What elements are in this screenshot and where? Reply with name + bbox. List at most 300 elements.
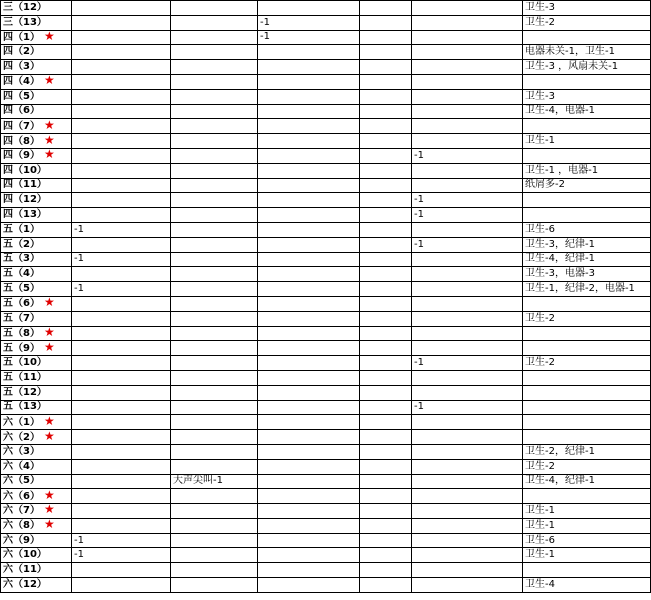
table-row — [1, 341, 651, 356]
deduction-cell-5 — [412, 178, 523, 193]
class-cell — [1, 370, 72, 385]
deduction-cell-1 — [72, 459, 171, 474]
class-label: 五（6） — [3, 298, 40, 310]
remark-cell: 卫生-1 — [523, 548, 651, 563]
deduction-cell-3 — [258, 89, 360, 104]
deduction-cell-5 — [412, 89, 523, 104]
star-icon: ★ — [43, 339, 55, 354]
table-row — [1, 489, 651, 504]
deduction-cell-5: -1 — [412, 356, 523, 371]
deduction-cell-4 — [360, 474, 412, 489]
deduction-cell-2 — [171, 518, 258, 533]
class-label: 六（1） — [3, 416, 40, 428]
deduction-cell-5: -1 — [412, 237, 523, 252]
deduction-cell-3 — [258, 74, 360, 89]
table-row — [1, 163, 651, 178]
class-cell — [1, 504, 72, 519]
deduction-cell-3 — [258, 326, 360, 341]
deduction-cell-2 — [171, 296, 258, 311]
star-icon: ★ — [43, 428, 55, 443]
class-cell — [1, 282, 72, 297]
class-cell — [1, 356, 72, 371]
class-cell — [1, 208, 72, 223]
remark-cell — [523, 208, 651, 223]
table-row — [1, 385, 651, 400]
class-cell — [1, 341, 72, 356]
deduction-cell-5 — [412, 548, 523, 563]
deduction-cell-5: -1 — [412, 208, 523, 223]
remark-cell — [523, 400, 651, 415]
deduction-cell-1 — [72, 444, 171, 459]
deduction-cell-1: -1 — [72, 533, 171, 548]
deduction-cell-2 — [171, 104, 258, 119]
class-label: 四（7） — [3, 120, 40, 132]
deduction-cell-4 — [360, 533, 412, 548]
deduction-cell-4 — [360, 341, 412, 356]
deduction-cell-5 — [412, 563, 523, 578]
deduction-cell-5 — [412, 134, 523, 149]
deduction-cell-2 — [171, 326, 258, 341]
star-icon: ★ — [43, 324, 55, 339]
remark-cell: 卫生-4，纪律-1 — [523, 474, 651, 489]
deduction-cell-4 — [360, 563, 412, 578]
deduction-cell-2 — [171, 311, 258, 326]
class-label: 三（12） — [3, 1, 47, 13]
deduction-cell-3 — [258, 444, 360, 459]
deduction-cell-5 — [412, 119, 523, 134]
class-cell — [1, 430, 72, 445]
deduction-cell-5 — [412, 74, 523, 89]
deduction-cell-1 — [72, 267, 171, 282]
deduction-cell-5 — [412, 370, 523, 385]
deduction-cell-1: -1 — [72, 222, 171, 237]
deduction-cell-2 — [171, 282, 258, 297]
deduction-cell-3 — [258, 518, 360, 533]
table-row — [1, 237, 651, 252]
class-label: 四（6） — [3, 105, 40, 117]
deduction-cell-4 — [360, 45, 412, 60]
deduction-cell-4 — [360, 267, 412, 282]
deduction-cell-2 — [171, 134, 258, 149]
remark-cell: 纸屑多-2 — [523, 178, 651, 193]
deduction-cell-4 — [360, 134, 412, 149]
deduction-cell-1 — [72, 148, 171, 163]
deduction-cell-2 — [171, 459, 258, 474]
deduction-cell-3 — [258, 119, 360, 134]
class-cell — [1, 74, 72, 89]
remark-cell: 卫生-2 — [523, 459, 651, 474]
remark-cell: 卫生-3 — [523, 1, 651, 16]
deduction-cell-2 — [171, 444, 258, 459]
class-cell — [1, 178, 72, 193]
deduction-cell-3 — [258, 45, 360, 60]
deduction-cell-2 — [171, 563, 258, 578]
deduction-cell-2 — [171, 148, 258, 163]
deduction-cell-1 — [72, 1, 171, 16]
class-label: 四（13） — [3, 209, 47, 221]
star-icon: ★ — [43, 295, 55, 310]
table-row — [1, 296, 651, 311]
class-label: 四（3） — [3, 61, 40, 73]
deduction-cell-2 — [171, 74, 258, 89]
table-row — [1, 430, 651, 445]
deduction-cell-3 — [258, 578, 360, 593]
remark-cell: 卫生-4，电器-1 — [523, 104, 651, 119]
table-row — [1, 134, 651, 149]
class-cell — [1, 578, 72, 593]
deduction-cell-5 — [412, 252, 523, 267]
deduction-cell-3 — [258, 489, 360, 504]
class-cell — [1, 60, 72, 75]
deduction-cell-5: -1 — [412, 148, 523, 163]
class-cell — [1, 104, 72, 119]
deduction-cell-2 — [171, 178, 258, 193]
table-row — [1, 311, 651, 326]
table-row — [1, 370, 651, 385]
deduction-cell-4 — [360, 163, 412, 178]
table-row — [1, 563, 651, 578]
class-cell — [1, 193, 72, 208]
deduction-cell-4 — [360, 489, 412, 504]
remark-cell: 卫生-1 ，电器-1 — [523, 163, 651, 178]
deduction-cell-2 — [171, 578, 258, 593]
remark-cell — [523, 385, 651, 400]
class-label: 五（3） — [3, 253, 40, 265]
remark-cell: 卫生-1 — [523, 504, 651, 519]
table-row — [1, 252, 651, 267]
star-icon: ★ — [43, 517, 55, 532]
remark-cell: 卫生-3，电器-3 — [523, 267, 651, 282]
deduction-cell-4 — [360, 504, 412, 519]
deduction-cell-1 — [72, 356, 171, 371]
class-cell — [1, 296, 72, 311]
deduction-cell-2 — [171, 222, 258, 237]
star-icon: ★ — [43, 147, 55, 162]
deduction-cell-1 — [72, 341, 171, 356]
deduction-cell-5 — [412, 30, 523, 45]
deduction-cell-4 — [360, 89, 412, 104]
deduction-cell-4 — [360, 282, 412, 297]
class-cell — [1, 30, 72, 45]
class-label: 六（9） — [3, 534, 40, 546]
deduction-cell-1 — [72, 60, 171, 75]
deduction-cell-3 — [258, 415, 360, 430]
table-row — [1, 148, 651, 163]
class-cell — [1, 518, 72, 533]
remark-cell: 卫生-1 — [523, 134, 651, 149]
deduction-cell-5 — [412, 489, 523, 504]
table-row — [1, 193, 651, 208]
deduction-cell-3 — [258, 356, 360, 371]
deduction-cell-5 — [412, 385, 523, 400]
class-label: 四（8） — [3, 135, 40, 147]
table-row — [1, 267, 651, 282]
deduction-cell-4 — [360, 208, 412, 223]
deduction-cell-3 — [258, 459, 360, 474]
deduction-cell-4 — [360, 385, 412, 400]
deduction-cell-4 — [360, 548, 412, 563]
table-row — [1, 415, 651, 430]
deduction-cell-3 — [258, 563, 360, 578]
class-cell — [1, 1, 72, 16]
deduction-cell-1 — [72, 104, 171, 119]
remark-cell — [523, 341, 651, 356]
deduction-cell-2 — [171, 504, 258, 519]
remark-cell — [523, 119, 651, 134]
class-cell — [1, 134, 72, 149]
deduction-cell-5 — [412, 311, 523, 326]
deduction-cell-1 — [72, 15, 171, 30]
table-row — [1, 178, 651, 193]
deduction-cell-3 — [258, 474, 360, 489]
table-row — [1, 533, 651, 548]
class-label: 五（8） — [3, 327, 40, 339]
deduction-cell-4 — [360, 400, 412, 415]
remark-cell: 卫生-2 — [523, 311, 651, 326]
class-label: 四（4） — [3, 76, 40, 88]
deduction-cell-4 — [360, 518, 412, 533]
class-cell — [1, 563, 72, 578]
deduction-cell-4 — [360, 296, 412, 311]
deduction-cell-4 — [360, 252, 412, 267]
deduction-cell-1 — [72, 430, 171, 445]
deduction-cell-3 — [258, 533, 360, 548]
table-row — [1, 326, 651, 341]
deduction-cell-2 — [171, 489, 258, 504]
deduction-cell-3 — [258, 104, 360, 119]
class-cell — [1, 45, 72, 60]
deduction-cell-5 — [412, 533, 523, 548]
class-label: 四（12） — [3, 194, 47, 206]
deduction-cell-3 — [258, 60, 360, 75]
remark-cell — [523, 30, 651, 45]
class-cell — [1, 119, 72, 134]
deduction-cell-1 — [72, 326, 171, 341]
table-row — [1, 578, 651, 593]
deduction-cell-3 — [258, 370, 360, 385]
deduction-cell-5 — [412, 222, 523, 237]
class-label: 六（11） — [3, 564, 47, 576]
deduction-cell-5 — [412, 45, 523, 60]
class-cell — [1, 444, 72, 459]
deduction-cell-2 — [171, 15, 258, 30]
deduction-cell-4 — [360, 178, 412, 193]
remark-cell: 卫生-4，纪律-1 — [523, 252, 651, 267]
remark-cell: 卫生-2 — [523, 15, 651, 30]
class-label: 四（2） — [3, 46, 40, 58]
remark-cell — [523, 148, 651, 163]
class-label: 六（10） — [3, 549, 47, 561]
deduction-cell-2 — [171, 119, 258, 134]
deduction-cell-5 — [412, 104, 523, 119]
deduction-cell-2 — [171, 237, 258, 252]
deduction-cell-2 — [171, 356, 258, 371]
class-label: 四（11） — [3, 179, 47, 191]
deduction-cell-1 — [72, 30, 171, 45]
class-cell — [1, 474, 72, 489]
deduction-cell-4 — [360, 370, 412, 385]
class-cell — [1, 311, 72, 326]
deduction-cell-3 — [258, 296, 360, 311]
deduction-cell-4 — [360, 148, 412, 163]
deduction-cell-5 — [412, 430, 523, 445]
deduction-cell-1 — [72, 504, 171, 519]
deduction-cell-1 — [72, 474, 171, 489]
deduction-cell-5 — [412, 415, 523, 430]
class-label: 六（5） — [3, 475, 40, 487]
class-cell — [1, 267, 72, 282]
table-row — [1, 30, 651, 45]
deduction-cell-4 — [360, 193, 412, 208]
table-row — [1, 474, 651, 489]
deduction-cell-2: 大声尖叫-1 — [171, 474, 258, 489]
deduction-cell-4 — [360, 60, 412, 75]
deduction-cell-3 — [258, 178, 360, 193]
deduction-cell-2 — [171, 89, 258, 104]
table-row — [1, 60, 651, 75]
deduction-cell-1 — [72, 415, 171, 430]
table-row — [1, 119, 651, 134]
remark-cell: 卫生-3 ，风扇未关-1 — [523, 60, 651, 75]
deduction-cell-1 — [72, 370, 171, 385]
class-label: 五（4） — [3, 268, 40, 280]
deduction-cell-1: -1 — [72, 548, 171, 563]
remark-cell — [523, 370, 651, 385]
deduction-cell-2 — [171, 208, 258, 223]
deduction-cell-3 — [258, 341, 360, 356]
deduction-cell-3 — [258, 252, 360, 267]
deduction-cell-4 — [360, 15, 412, 30]
deduction-cell-5 — [412, 326, 523, 341]
class-cell — [1, 252, 72, 267]
remark-cell — [523, 489, 651, 504]
star-icon: ★ — [43, 28, 55, 43]
deduction-cell-3 — [258, 193, 360, 208]
class-cell — [1, 489, 72, 504]
table-row — [1, 15, 651, 30]
deduction-cell-2 — [171, 267, 258, 282]
deduction-cell-1: -1 — [72, 252, 171, 267]
class-label: 五（1） — [3, 223, 40, 235]
deduction-cell-5: -1 — [412, 193, 523, 208]
deduction-cell-3 — [258, 148, 360, 163]
class-label: 五（7） — [3, 312, 40, 324]
deduction-cell-1 — [72, 134, 171, 149]
deduction-cell-3 — [258, 430, 360, 445]
remark-cell: 卫生-4 — [523, 578, 651, 593]
class-label: 五（5） — [3, 283, 40, 295]
deduction-cell-1 — [72, 296, 171, 311]
class-label: 五（11） — [3, 371, 47, 383]
class-cell — [1, 89, 72, 104]
deduction-cell-4 — [360, 30, 412, 45]
deduction-cell-4 — [360, 104, 412, 119]
class-label: 五（12） — [3, 386, 47, 398]
deduction-cell-1 — [72, 163, 171, 178]
deduction-cell-1 — [72, 400, 171, 415]
deduction-cell-3 — [258, 134, 360, 149]
deduction-cell-5 — [412, 267, 523, 282]
deduction-cell-2 — [171, 30, 258, 45]
remark-cell — [523, 193, 651, 208]
class-label: 六（12） — [3, 578, 47, 590]
deduction-cell-2 — [171, 533, 258, 548]
deduction-cell-2 — [171, 45, 258, 60]
deduction-cell-4 — [360, 1, 412, 16]
deduction-cell-1 — [72, 208, 171, 223]
deduction-cell-1 — [72, 74, 171, 89]
deduction-cell-5 — [412, 296, 523, 311]
table-row — [1, 504, 651, 519]
deduction-cell-1 — [72, 311, 171, 326]
deduction-cell-3: -1 — [258, 15, 360, 30]
deduction-cell-5 — [412, 578, 523, 593]
table-row — [1, 89, 651, 104]
deduction-cell-2 — [171, 385, 258, 400]
table-row — [1, 459, 651, 474]
deduction-cell-1 — [72, 193, 171, 208]
star-icon: ★ — [43, 132, 55, 147]
class-cell — [1, 222, 72, 237]
remark-cell — [523, 74, 651, 89]
class-label: 五（10） — [3, 357, 47, 369]
deduction-cell-3 — [258, 282, 360, 297]
deduction-cell-5 — [412, 504, 523, 519]
deduction-cell-1: -1 — [72, 282, 171, 297]
deduction-cell-2 — [171, 341, 258, 356]
class-cell — [1, 163, 72, 178]
class-cell — [1, 400, 72, 415]
remark-cell: 卫生-2 — [523, 356, 651, 371]
deduction-cell-1 — [72, 45, 171, 60]
deduction-cell-5 — [412, 282, 523, 297]
class-cell — [1, 385, 72, 400]
deduction-cell-2 — [171, 60, 258, 75]
remark-cell: 卫生-1，纪律-2，电器-1 — [523, 282, 651, 297]
class-label: 五（13） — [3, 401, 47, 413]
deduction-cell-3 — [258, 504, 360, 519]
deduction-cell-4 — [360, 459, 412, 474]
class-label: 四（10） — [3, 164, 47, 176]
deduction-cell-5 — [412, 341, 523, 356]
deduction-cell-3 — [258, 385, 360, 400]
table-row — [1, 104, 651, 119]
table-row — [1, 74, 651, 89]
class-label: 六（8） — [3, 520, 40, 532]
table-row — [1, 548, 651, 563]
deduction-cell-2 — [171, 1, 258, 16]
deduction-cell-2 — [171, 163, 258, 178]
deduction-cell-1 — [72, 578, 171, 593]
remark-cell: 卫生-2，纪律-1 — [523, 444, 651, 459]
deduction-cell-1 — [72, 489, 171, 504]
star-icon: ★ — [43, 73, 55, 88]
star-icon: ★ — [43, 487, 55, 502]
deduction-cell-2 — [171, 430, 258, 445]
remark-cell: 卫生-1 — [523, 518, 651, 533]
class-cell — [1, 237, 72, 252]
table-row — [1, 1, 651, 16]
deduction-cell-5 — [412, 518, 523, 533]
deduction-cell-5 — [412, 444, 523, 459]
class-cell — [1, 459, 72, 474]
class-label: 六（3） — [3, 445, 40, 457]
deduction-cell-3 — [258, 311, 360, 326]
class-label: 四（9） — [3, 150, 40, 162]
remark-cell — [523, 563, 651, 578]
deduction-cell-5 — [412, 15, 523, 30]
class-label: 六（2） — [3, 431, 40, 443]
